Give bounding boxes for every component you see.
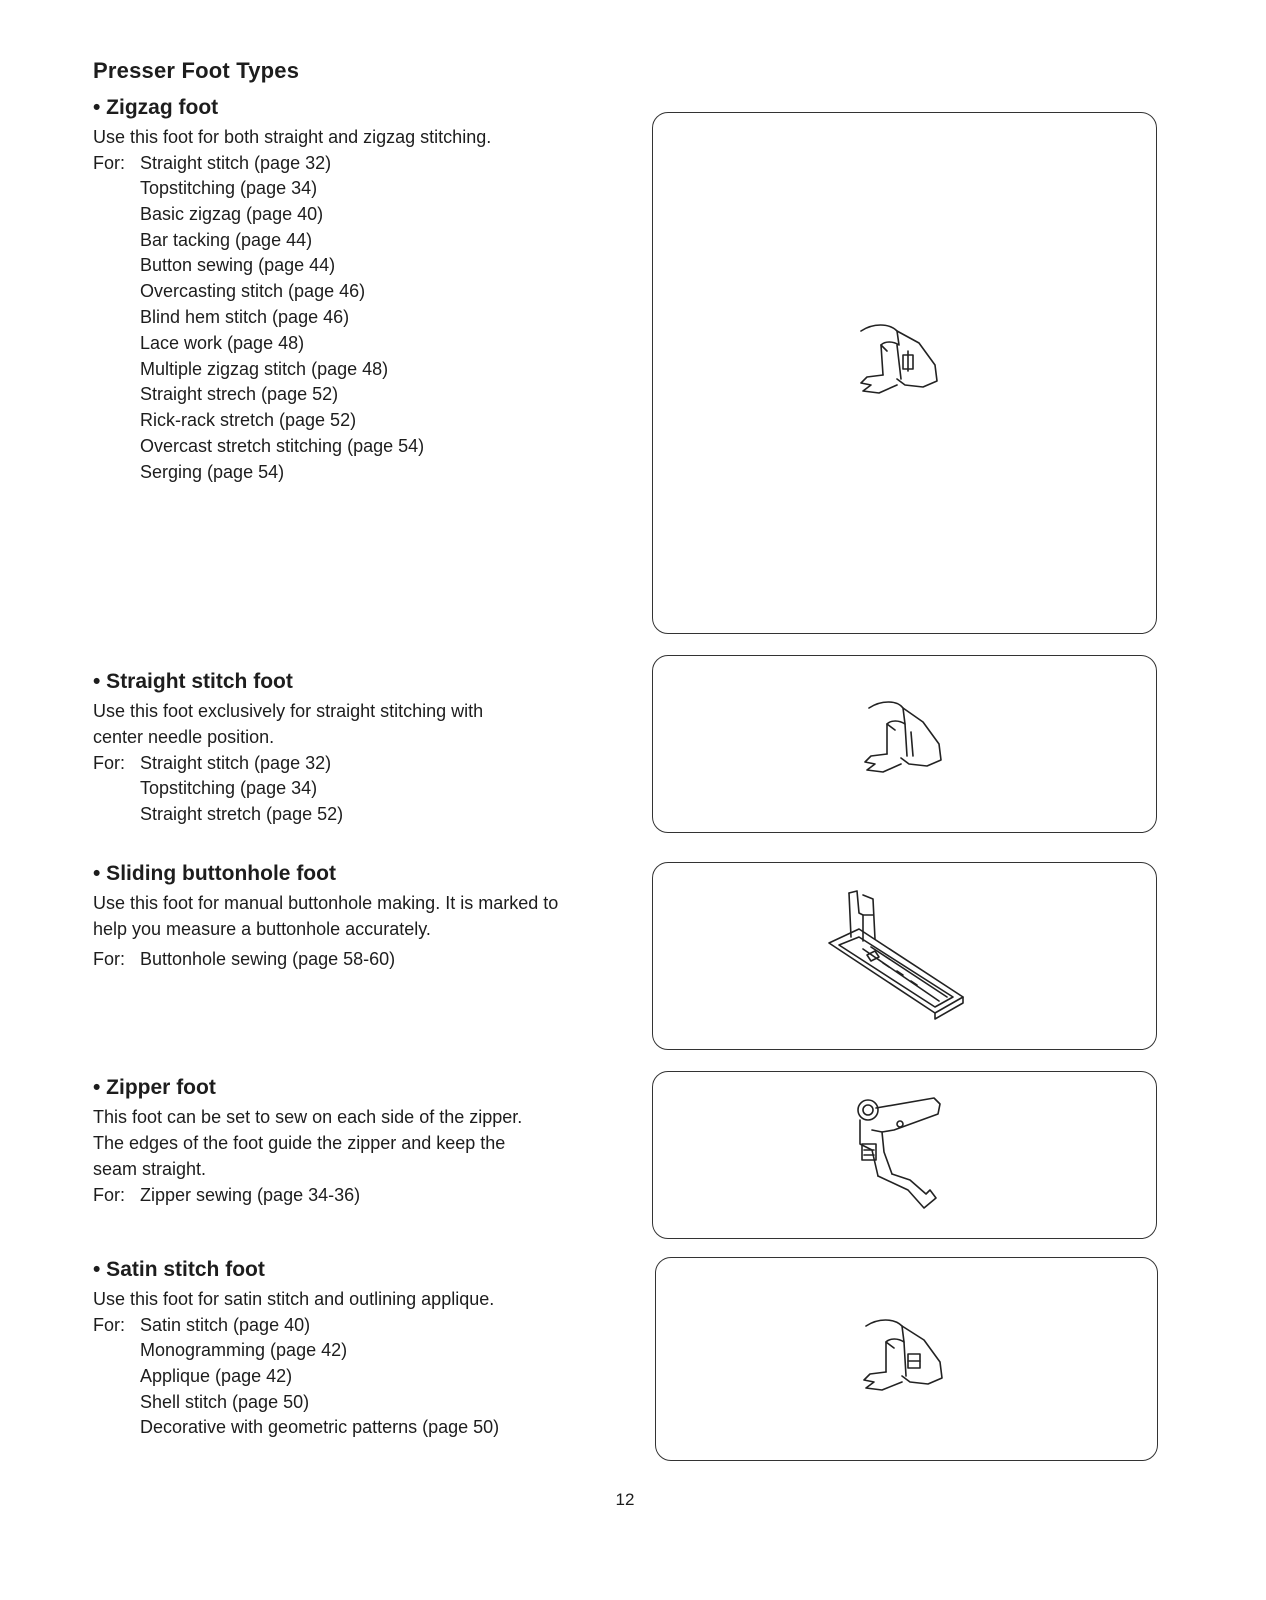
list-item: Bar tacking (page 44)	[140, 229, 313, 250]
section-zigzag-foot	[93, 96, 613, 486]
list-item: For: Buttonhole sewing (page 58-60)	[93, 946, 613, 972]
list-item: Shell stitch (page 50)	[140, 1391, 310, 1412]
for-label: For:	[93, 1315, 126, 1335]
section-description: Use this foot exclusively for straight stitching with center needle position.	[93, 701, 484, 747]
list-item: Monogramming (page 42)	[140, 1340, 348, 1360]
straight-stitch-foot-illustration	[855, 696, 955, 788]
page-number: 12	[615, 1490, 635, 1509]
zigzag-foot-illustration	[853, 321, 953, 411]
for-label: For:	[93, 753, 126, 773]
uses-list	[93, 150, 613, 486]
list-item: Decorative with geometric patterns (page 50)	[140, 1417, 500, 1438]
page-title: Presser Foot Types	[93, 58, 300, 83]
section-description: Use this foot for manual buttonhole making. It is marked to help you measure a buttonhole accurately.	[93, 893, 559, 939]
uses-list	[93, 1182, 613, 1208]
section-buttonhole-foot	[93, 862, 613, 972]
for-label: For:	[93, 153, 126, 173]
section-heading: • Sliding buttonhole foot	[93, 862, 336, 885]
satin-stitch-foot-frame	[655, 1257, 1158, 1461]
zipper-foot-illustration	[848, 1090, 958, 1220]
uses-list	[93, 750, 613, 828]
uses-list	[93, 1312, 613, 1441]
list-item: Topstitching (page 34)	[140, 778, 318, 798]
list-item: Blind hem stitch (page 46)	[140, 306, 350, 327]
section-heading: • Zigzag foot	[93, 96, 219, 119]
uses-list	[93, 946, 613, 972]
section-description: This foot can be set to sew on each side of the zipper. The edges of the foot guide the zipper and keep the seam straight.	[93, 1107, 523, 1179]
buttonhole-foot-illustration	[823, 885, 973, 1025]
list-item: Rick-rack stretch (page 52)	[140, 410, 357, 431]
list-item: Overcasting stitch (page 46)	[140, 281, 366, 302]
straight-stitch-foot-frame	[652, 655, 1157, 833]
section-heading: • Straight stitch foot	[93, 670, 293, 693]
list-item: For: Straight stitch (page 32)	[93, 750, 613, 776]
list-item: Lace work (page 48)	[140, 332, 305, 353]
section-description: Use this foot for satin stitch and outlining applique.	[93, 1289, 495, 1309]
list-item: Straight strech (page 52)	[140, 384, 339, 405]
list-item: Serging (page 54)	[140, 461, 285, 482]
section-satin-stitch-foot	[93, 1258, 613, 1441]
list-item: Topstitching (page 34)	[140, 178, 318, 198]
for-label: For:	[93, 949, 126, 969]
list-item: For: Straight stitch (page 32)	[93, 150, 613, 176]
list-item: Straight stretch (page 52)	[140, 803, 344, 824]
list-item: Multiple zigzag stitch (page 48)	[140, 358, 389, 379]
buttonhole-foot-frame	[652, 862, 1157, 1050]
list-item: Overcast stretch stitching (page 54)	[140, 435, 425, 456]
list-item: Button sewing (page 44)	[140, 255, 336, 276]
section-heading: • Zipper foot	[93, 1076, 216, 1099]
section-straight-stitch-foot	[93, 670, 613, 828]
satin-stitch-foot-illustration	[856, 1316, 956, 1408]
section-heading: • Satin stitch foot	[93, 1258, 265, 1281]
list-item: For: Satin stitch (page 40)	[93, 1312, 613, 1338]
list-item: For: Zipper sewing (page 34-36)	[93, 1182, 613, 1208]
zigzag-foot-frame	[652, 112, 1157, 634]
section-description: Use this foot for both straight and zigzag stitching.	[93, 127, 492, 147]
zipper-foot-frame	[652, 1071, 1157, 1239]
for-label: For:	[93, 1185, 126, 1205]
list-item: Basic zigzag (page 40)	[140, 203, 324, 224]
section-zipper-foot	[93, 1076, 613, 1208]
list-item: Applique (page 42)	[140, 1365, 293, 1386]
